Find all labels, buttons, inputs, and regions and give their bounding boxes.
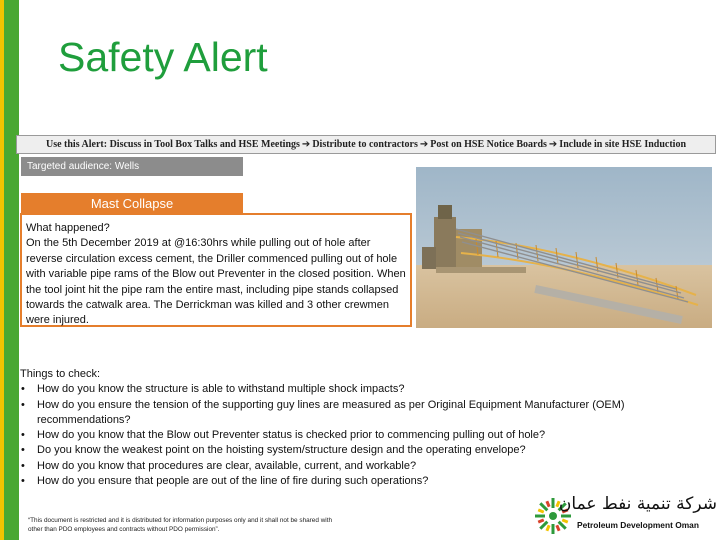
what-happened-heading: What happened?	[26, 222, 110, 234]
check-list	[20, 382, 700, 489]
check-item: • How do you know that procedures are clear, available, current, and workable?	[20, 459, 700, 474]
targeted-audience-label: Targeted audience: Wells	[21, 157, 243, 176]
check-item: • Do you know the weakest point on the hoisting system/structure design and the operating envelope?	[20, 443, 700, 458]
what-happened-box	[20, 213, 412, 327]
arrow-right-icon: ➔	[419, 139, 429, 150]
incident-title: Mast Collapse	[21, 193, 243, 214]
things-to-check-heading: Things to check:	[20, 368, 101, 380]
check-item: • How do you ensure that people are out of the line of fire during such operations?	[20, 474, 700, 489]
usage-step-post: Post on HSE Notice Boards	[430, 139, 547, 150]
side-accent-green	[4, 0, 19, 540]
pdo-logo	[533, 494, 719, 538]
what-happened-text: On the 5th December 2019 at @16:30hrs while pulling out of hole after reverse circulation excess cement, the Driller commenced pulling out of hole with variable pipe rams of the Blow out Preventer in the closed position. When the tool joint hit the pipe ram the entire mast, including pipe stands collapsed towards the catwalk area. The Derrickman was killed and 3 other crewmen were injured.	[26, 237, 406, 327]
arrow-right-icon: ➔	[301, 139, 311, 150]
check-item: • How do you know that the Blow out Preventer status is checked prior to commencing pulling out of hole?	[20, 428, 700, 443]
check-item: • How do you know the structure is able to withstand multiple shock impacts?	[20, 382, 700, 397]
logo-arabic-text: شركة تنمية نفط عمان	[558, 494, 717, 514]
usage-step-distribute: Distribute to contractors	[312, 139, 418, 150]
things-to-check-section	[20, 367, 700, 489]
page-title: Safety Alert	[58, 34, 268, 80]
arrow-right-icon: ➔	[548, 139, 558, 150]
usage-step-induction: Include in site HSE Induction	[559, 139, 687, 150]
incident-photo	[416, 167, 712, 328]
usage-instructions-bar	[16, 135, 716, 154]
logo-english-text: Petroleum Development Oman	[577, 520, 699, 530]
check-item: • How do you ensure the tension of the supporting guy lines are measured as per Original Equipment Manufacturer (OEM) recommendations?	[20, 398, 700, 429]
disclaimer-text: “This document is restricted and it is distributed for information purposes only and it shall not be shared with other than PDO employees and contracts without PDO permission”.	[28, 517, 333, 533]
usage-step-discuss: Use this Alert: Discuss in Tool Box Talks and HSE Meetings	[45, 139, 300, 150]
